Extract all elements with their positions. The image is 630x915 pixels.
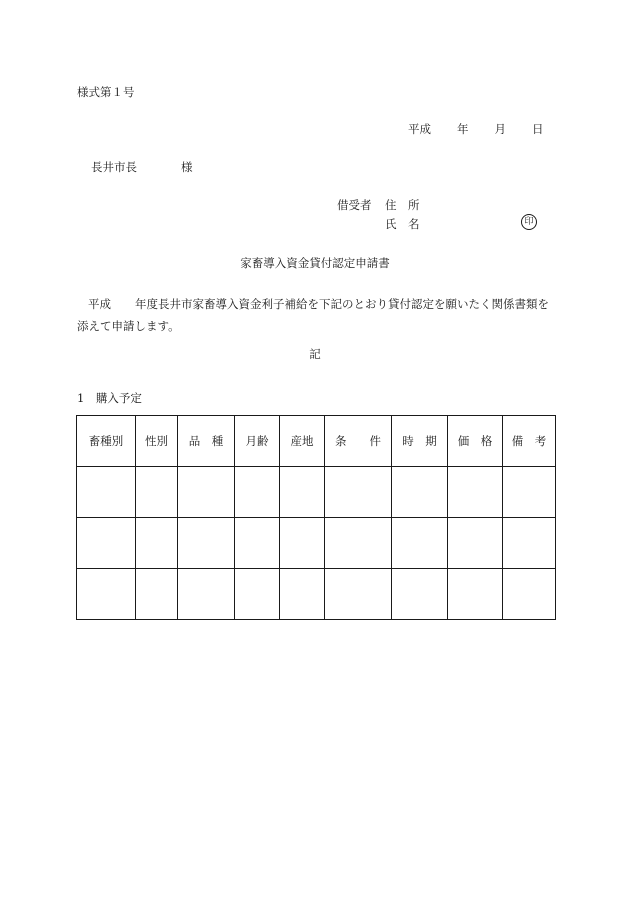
ki-heading: 記 — [309, 347, 321, 361]
table-cell[interactable] — [136, 467, 178, 518]
application-date — [408, 124, 544, 136]
table-cell[interactable] — [136, 518, 178, 569]
table-cell[interactable] — [77, 569, 136, 620]
table-cell[interactable] — [136, 569, 178, 620]
table-row — [77, 569, 556, 620]
table-cell[interactable] — [448, 467, 503, 518]
table-cell[interactable] — [178, 467, 235, 518]
date-month: 月 — [494, 122, 506, 136]
date-day: 日 — [532, 122, 544, 136]
header-age-months: 月齢 — [235, 416, 280, 467]
section-purchase-plan: 1 購入予定 — [77, 391, 142, 405]
table-cell[interactable] — [325, 569, 392, 620]
table-cell[interactable] — [325, 467, 392, 518]
addressee-name: 長井市長 — [91, 160, 137, 174]
table-cell[interactable] — [178, 569, 235, 620]
table-cell[interactable] — [235, 518, 280, 569]
date-era: 平成 — [408, 122, 431, 136]
header-origin: 産地 — [280, 416, 325, 467]
application-body — [77, 293, 555, 337]
table-cell[interactable] — [503, 467, 556, 518]
table-cell[interactable] — [392, 467, 448, 518]
borrower-address-label: 住 所 — [385, 198, 420, 212]
table-cell[interactable] — [235, 467, 280, 518]
purchase-table — [76, 415, 556, 620]
table-cell[interactable] — [280, 518, 325, 569]
table-cell[interactable] — [448, 569, 503, 620]
table-cell[interactable] — [77, 518, 136, 569]
table-header-row — [77, 416, 556, 467]
table-cell[interactable] — [77, 467, 136, 518]
table-cell[interactable] — [280, 467, 325, 518]
header-sex: 性別 — [136, 416, 178, 467]
header-price: 価 格 — [448, 416, 503, 467]
table-cell[interactable] — [392, 569, 448, 620]
table-row — [77, 467, 556, 518]
table-cell[interactable] — [503, 518, 556, 569]
body-text: 年度長井市家畜導入資金利子補給を下記のとおり貸付認定を願いたく関係書類を添えて申請します。 — [77, 297, 549, 333]
table-cell[interactable] — [280, 569, 325, 620]
date-year: 年 — [457, 122, 469, 136]
table-cell[interactable] — [503, 569, 556, 620]
table-row — [77, 518, 556, 569]
borrower-label: 借受者 — [337, 198, 372, 212]
table-cell[interactable] — [392, 518, 448, 569]
body-era: 平成 — [88, 297, 111, 311]
table-cell[interactable] — [178, 518, 235, 569]
addressee — [91, 162, 193, 174]
addressee-honorific: 様 — [181, 160, 193, 174]
table-cell[interactable] — [325, 518, 392, 569]
document-title: 家畜導入資金貸付認定申請書 — [240, 256, 390, 270]
table-cell[interactable] — [235, 569, 280, 620]
header-remarks: 備 考 — [503, 416, 556, 467]
borrower-name-label: 氏 名 — [385, 217, 420, 231]
seal-mark: 印 — [521, 214, 537, 230]
header-breed: 品 種 — [178, 416, 235, 467]
header-timing: 時 期 — [392, 416, 448, 467]
form-number: 様式第１号 — [77, 85, 135, 99]
table-cell[interactable] — [448, 518, 503, 569]
header-livestock-type: 畜種別 — [77, 416, 136, 467]
header-conditions: 条 件 — [325, 416, 392, 467]
